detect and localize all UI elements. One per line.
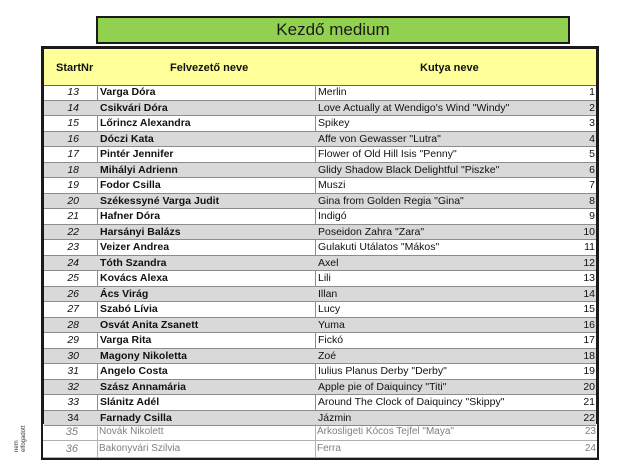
handler-name: Farnady Csilla: [100, 411, 172, 424]
row-index: 15: [583, 303, 595, 315]
dog-name: Illan: [318, 287, 338, 300]
side-note: [14, 426, 28, 452]
row-index: 21: [583, 396, 595, 408]
handler-name: Dóczi Kata: [100, 132, 154, 145]
start-number: 28: [67, 318, 79, 331]
dog-name: Axel: [318, 256, 339, 269]
row-index: 20: [583, 380, 595, 393]
dog-name: Flower of Old Hill Isis "Penny": [318, 148, 457, 160]
handler-name: Kovács Alexa: [100, 272, 168, 284]
table-row: [44, 240, 596, 256]
handler-name: Lőrincz Alexandra: [100, 117, 191, 129]
handler-name: Tóth Szandra: [100, 256, 167, 269]
row-index: 5: [589, 148, 595, 160]
page-title: Kezdő medium: [96, 16, 570, 44]
side-note-line: elfogadott: [21, 425, 27, 452]
start-number: 33: [67, 396, 79, 408]
row-index: 9: [589, 210, 595, 222]
dog-name: Gulakuti Utálatos "Mákos": [318, 241, 440, 253]
table-row: [44, 225, 596, 241]
handler-name: Pintér Jennifer: [100, 148, 174, 160]
start-number: 22: [67, 225, 79, 238]
row-index: 23: [584, 426, 596, 437]
row-index: 19: [583, 365, 595, 377]
row-index: 3: [589, 117, 595, 129]
start-number: 27: [67, 303, 79, 315]
row-index: 24: [584, 443, 596, 454]
start-number: 36: [65, 443, 78, 455]
start-number: 26: [67, 287, 79, 300]
dog-name: Lucy: [318, 303, 341, 315]
start-number: 19: [67, 179, 79, 191]
table-row: [44, 318, 596, 334]
row-index: 16: [583, 318, 595, 331]
row-index: 4: [589, 132, 595, 145]
row-index: 1: [589, 86, 595, 98]
not-accepted-rows: [43, 424, 597, 458]
start-number: 31: [67, 365, 79, 377]
dog-name: Glidy Shadow Black Delightful "Piszke": [318, 163, 500, 176]
table-row: [44, 364, 596, 380]
handler-name: Novák Nikolett: [99, 426, 164, 437]
table-row: [44, 85, 596, 101]
handler-name: Bakonyvári Szilvia: [99, 443, 181, 454]
handler-name: Szabó Lívia: [100, 303, 158, 315]
start-number: 17: [67, 148, 79, 160]
table-row: [44, 163, 596, 179]
header-handler: Felvezető neve: [170, 62, 249, 74]
row-index: 2: [589, 101, 595, 114]
start-number: 13: [67, 86, 79, 98]
start-number: 30: [67, 349, 79, 362]
table-row: [44, 132, 596, 148]
table-row: [43, 441, 597, 458]
dog-name: Árkosligeti Kócos Tejfel "Maya": [317, 426, 454, 437]
handler-name: Hafner Dóra: [100, 210, 161, 222]
dog-name: Poseidon Zahra "Zara": [318, 225, 425, 238]
dog-name: Lili: [318, 272, 331, 284]
row-index: 14: [583, 287, 595, 300]
start-number: 32: [67, 380, 79, 393]
table-row: [44, 287, 596, 303]
row-index: 8: [589, 194, 595, 207]
handler-name: Mihályi Adrienn: [100, 163, 178, 176]
row-index: 18: [583, 349, 595, 362]
handler-name: Veizer Andrea: [100, 241, 170, 253]
handler-name: Ács Virág: [100, 287, 149, 300]
row-index: 6: [589, 163, 595, 176]
row-index: 12: [583, 256, 595, 269]
handler-name: Harsányi Balázs: [100, 225, 181, 238]
handler-name: Fodor Csilla: [100, 179, 161, 191]
header-dog: Kutya neve: [420, 62, 479, 74]
dog-name: Love Actually at Wendigo's Wind "Windy": [318, 101, 510, 114]
table-body: [44, 85, 596, 426]
table-row: [43, 424, 597, 441]
dog-name: Gina from Golden Regia "Gina": [318, 194, 464, 207]
table-row: [44, 178, 596, 194]
table-row: [44, 194, 596, 210]
table-row: [44, 147, 596, 163]
start-number: 35: [65, 426, 78, 438]
row-index: 10: [583, 225, 595, 238]
dog-name: Affe von Gewasser "Lutra": [318, 132, 441, 145]
dog-name: Fickó: [318, 334, 344, 346]
table-row: [44, 395, 596, 411]
start-number: 16: [67, 132, 79, 145]
dog-name: Iulius Planus Derby "Derby": [318, 365, 447, 377]
handler-name: Varga Dóra: [100, 86, 156, 98]
handler-name: Varga Rita: [100, 334, 152, 346]
dog-name: Merlin: [318, 86, 347, 98]
dog-name: Yuma: [318, 318, 345, 331]
header-startnr: StartNr: [56, 62, 94, 74]
dog-name: Jázmin: [318, 411, 352, 424]
start-number: 24: [67, 256, 79, 269]
start-number: 34: [67, 411, 79, 424]
dog-name: Muszi: [318, 179, 346, 191]
handler-name: Osvát Anita Zsanett: [100, 318, 199, 331]
row-index: 11: [584, 241, 595, 253]
table-row: [44, 209, 596, 225]
handler-name: Angelo Costa: [100, 365, 168, 377]
table-row: [44, 271, 596, 287]
dog-name: Ferra: [317, 443, 341, 454]
start-number: 18: [67, 163, 79, 176]
start-list-table: [41, 46, 599, 424]
dog-name: Around The Clock of Daiquincy "Skippy": [318, 396, 505, 408]
row-index: 17: [583, 334, 595, 346]
handler-name: Székessyné Varga Judit: [100, 194, 220, 207]
start-number: 25: [67, 272, 79, 284]
dog-name: Apple pie of Daiquincy "Titi": [318, 380, 447, 393]
start-number: 14: [67, 101, 79, 114]
start-number: 29: [67, 334, 79, 346]
table-row: [44, 349, 596, 365]
start-number: 23: [67, 241, 79, 253]
start-number: 21: [67, 210, 79, 222]
table-row: [44, 302, 596, 318]
side-note-line: nem: [14, 440, 20, 452]
handler-name: Szász Annamária: [100, 380, 186, 393]
row-index: 13: [583, 272, 595, 284]
not-accepted-table: [41, 424, 599, 460]
row-index: 22: [583, 411, 595, 424]
handler-name: Magony Nikoletta: [100, 349, 187, 362]
dog-name: Zoé: [318, 349, 337, 362]
table-header: [44, 49, 596, 86]
dog-name: Indigó: [318, 210, 347, 222]
start-number: 15: [67, 117, 79, 129]
table-row: [44, 333, 596, 349]
handler-name: Slánitz Adél: [100, 396, 160, 408]
start-number: 20: [67, 194, 79, 207]
dog-name: Spikey: [318, 117, 350, 129]
table-row: [44, 101, 596, 117]
row-index: 7: [589, 179, 595, 191]
table-row: [44, 116, 596, 132]
table-row: [44, 256, 596, 272]
handler-name: Csikvári Dóra: [100, 101, 168, 114]
table-row: [44, 380, 596, 396]
